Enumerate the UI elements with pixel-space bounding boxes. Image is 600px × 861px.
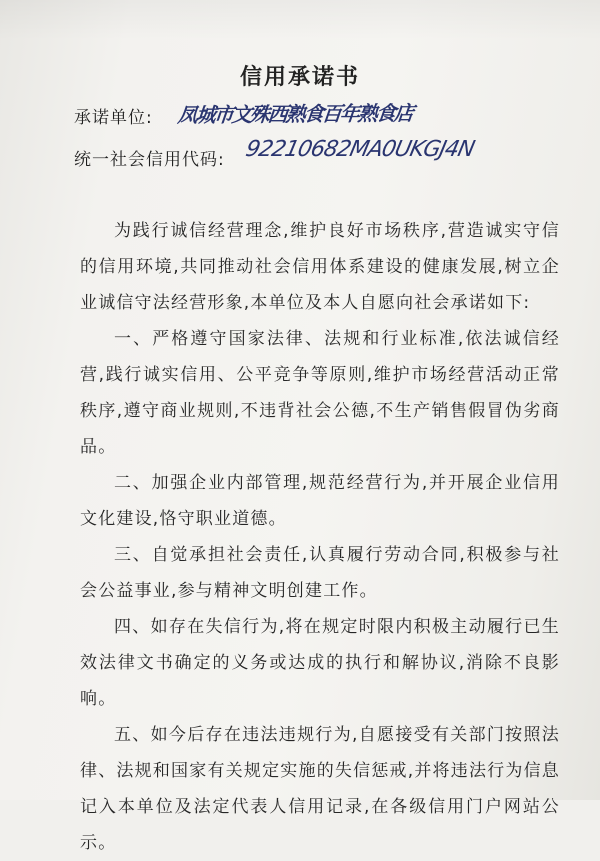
paragraph-1: 一、严格遵守国家法律、法规和行业标准,依法诚信经营,践行诚实信用、公平竞争等原则,维护市场经营活动正常秩序,遵守商业规则,不违背社会公德,不生产销售假冒伪劣商品。 — [80, 329, 560, 457]
unit-field — [74, 103, 153, 128]
paragraph-2: 二、加强企业内部管理,规范经营行为,并开展企业信用文化建设,恪守职业道德。 — [80, 473, 560, 529]
credit-code-field — [74, 145, 225, 170]
paragraph-3: 三、自觉承担社会责任,认真履行劳动合同,积极参与社会公益事业,参与精神文明创建工作。 — [80, 545, 560, 601]
commitment-body — [80, 213, 560, 861]
credit-code-handwritten-value: 92210682MA0UKGJ4N — [243, 137, 477, 162]
paragraph-intro: 为践行诚信经营理念,维护良好市场秩序,营造诚实守信的信用环境,共同推动社会信用体系建设的健康发展,树立企业诚信守法经营形象,本单位及本人自愿向社会承诺如下: — [80, 221, 560, 313]
credit-code-label: 统一社会信用代码: — [74, 150, 225, 170]
paragraph-5: 五、如今后存在违法违规行为,自愿接受有关部门按照法律、法规和国家有关规定实施的失信惩戒,并将违法行为信息记入本单位及法定代表人信用记录,在各级信用门户网站公示。 — [80, 725, 560, 853]
page-shadow — [0, 0, 600, 40]
unit-handwritten-value: 凤城市文殊西熟食百年熟食店 — [176, 100, 414, 128]
document-title: 信用承诺书 — [239, 64, 360, 90]
paragraph-4: 四、如存在失信行为,将在规定时限内积极主动履行已生效法律文书确定的义务或达成的执行和解协议,消除不良影响。 — [80, 617, 560, 709]
unit-label: 承诺单位: — [74, 108, 153, 128]
